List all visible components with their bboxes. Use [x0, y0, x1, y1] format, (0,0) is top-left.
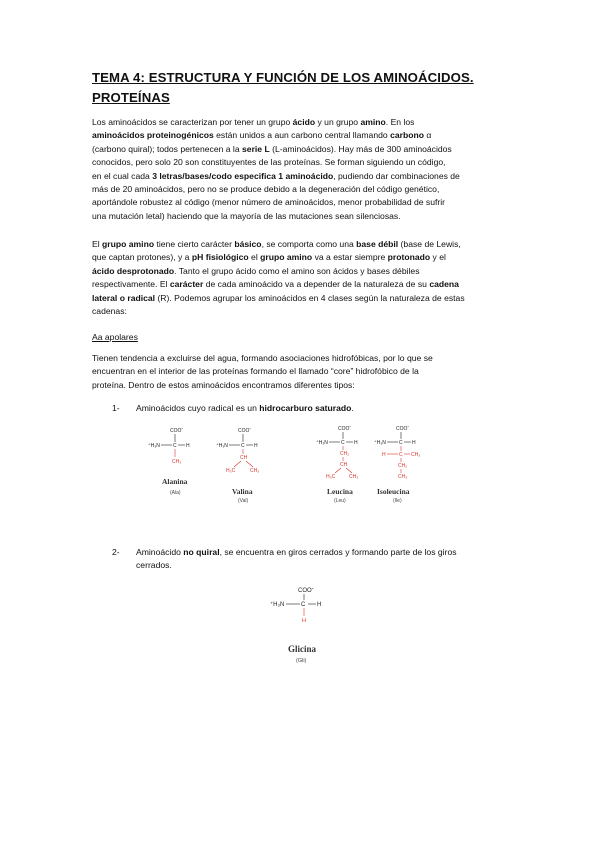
- svg-text:COO-: COO-: [396, 424, 410, 432]
- svg-text:COO-: COO-: [238, 426, 252, 434]
- svg-text:CH₃: CH₃: [250, 468, 260, 474]
- isoleucina-name: Isoleucina: [377, 487, 410, 496]
- valina-structure: [216, 426, 259, 504]
- svg-text:H: H: [354, 440, 358, 446]
- svg-text:COO-: COO-: [298, 586, 314, 594]
- valina-abbr: (Val): [238, 498, 249, 504]
- page-title: TEMA 4: ESTRUCTURA Y FUNCIÓN DE LOS AMINOÁCIDOS. PROTEÍNAS: [92, 70, 474, 105]
- list-item-2: 2- Aminoácido no quiral, se encuentra en giros cerrados y formando parte de los giros cerrados.: [112, 547, 457, 571]
- valina-name: Valina: [232, 487, 253, 496]
- svg-text:CH₃: CH₃: [172, 459, 182, 465]
- alanina-name: Alanina: [162, 477, 188, 486]
- svg-text:H: H: [412, 440, 416, 446]
- svg-text:CH₂: CH₂: [340, 451, 350, 457]
- svg-text:H: H: [254, 443, 258, 449]
- isoleucina-abbr: (Ile): [393, 498, 402, 504]
- svg-text:H: H: [317, 602, 322, 608]
- svg-text:C: C: [173, 443, 177, 449]
- alanina-structure: [148, 426, 190, 496]
- svg-text:C: C: [301, 602, 306, 608]
- svg-text:CH: CH: [240, 455, 248, 461]
- svg-text:H: H: [302, 618, 306, 624]
- svg-text:CH₂: CH₂: [398, 463, 408, 469]
- svg-text:CH: CH: [340, 462, 348, 468]
- leucina-abbr: (Leu): [334, 498, 346, 504]
- glicina-name: Glicina: [288, 644, 317, 654]
- leucina-name: Leucina: [327, 487, 353, 496]
- svg-text:⁺H₃N: ⁺H₃N: [270, 602, 285, 608]
- svg-text:⁺H₃N: ⁺H₃N: [316, 440, 328, 446]
- isoleucina-structure: [374, 424, 420, 504]
- svg-text:⁺H₃N: ⁺H₃N: [374, 440, 386, 446]
- glicina-structure: [270, 586, 321, 664]
- svg-text:C: C: [399, 452, 403, 458]
- svg-text:⁺H₃N: ⁺H₃N: [148, 443, 160, 449]
- paragraph-amino-group: El grupo amino tiene cierto carácter básico, se comporta como una base débil (base de Lewis, que captan protones), y a pH fisiológico el grupo amino va a estar siempre protonado y el ácido desprotonado. Tanto el grupo ácido como el amino son ácidos y bases débiles respectivamente. El carácter de cada aminoácido va a depender de la naturaleza de su cadena lateral o radical (R). Podemos agrupar los aminoácidos en 4 clases según la naturaleza de estas cadenas:: [92, 239, 465, 317]
- svg-text:⁺H₃N: ⁺H₃N: [216, 443, 228, 449]
- glicina-abbr: (Gli): [296, 658, 307, 664]
- svg-text:C: C: [341, 440, 345, 446]
- paragraph-apolares: Tienen tendencia a excluirse del agua, formando asociaciones hidrofóbicas, por lo que se encuentran en el interior de las proteínas formando el llamado “core” hidrofóbico de la proteína. Dentro de estos aminoácidos encontramos diferentes tipos:: [92, 353, 433, 390]
- svg-text:C: C: [241, 443, 245, 449]
- svg-text:H₃C: H₃C: [326, 474, 336, 480]
- svg-text:H: H: [382, 452, 386, 458]
- subheading-apolares: Aa apolares: [92, 332, 138, 342]
- alanina-abbr: (Ala): [170, 490, 181, 496]
- svg-text:COO-: COO-: [338, 424, 352, 432]
- svg-text:COO-: COO-: [170, 426, 184, 434]
- svg-text:CH₃: CH₃: [349, 474, 359, 480]
- svg-text:CH₃: CH₃: [411, 452, 421, 458]
- glicina-figure: [262, 580, 342, 670]
- svg-text:H₃C: H₃C: [226, 468, 236, 474]
- svg-text:C: C: [399, 440, 403, 446]
- paragraph-intro: Los aminoácidos se caracterizan por tener un grupo ácido y un grupo amino. En los aminoácidos proteinogénicos están unidos a aun carbono central llamando carbono α (carbono quiral); todos pertenecen a la serie L (L-aminoácidos). Hay más de 300 aminoácidos conocidos, pero solo 20 son constituyentes de las proteínas. Se forman siguiendo un código, en el cual cada 3 letras/bases/codo especifica 1 aminoácido, pudiendo dar combinaciones de más de 20 aminoácidos, pero no se produce debido a la degeneración del código genético, aportándole robustez al código (menor número de aminoácidos, menor probabilidad de sufrir una mutación letal) haciendo que la mayoría de las mutaciones sean silenciosas.: [92, 117, 460, 221]
- leucina-structure: [316, 424, 358, 504]
- svg-text:H: H: [186, 443, 190, 449]
- apolar-structures-figure: [140, 422, 440, 512]
- list-item-1: 1- Aminoácidos cuyo radical es un hidrocarburo saturado.: [112, 403, 354, 413]
- svg-text:CH₃: CH₃: [398, 474, 408, 480]
